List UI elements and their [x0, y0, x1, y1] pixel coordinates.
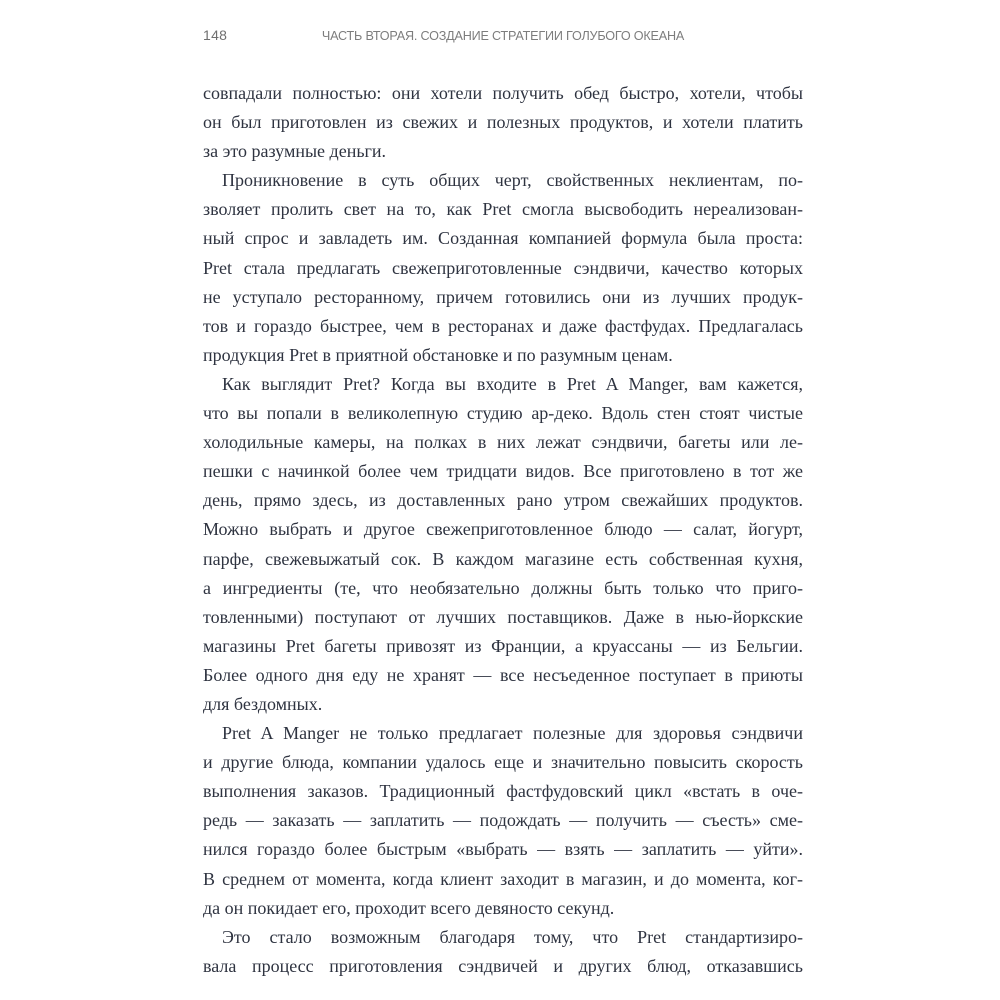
text-line: товленными) поступают от лучших поставщиков. Даже в нью-йоркские — [203, 606, 803, 627]
text-line: пешки с начинкой более чем тридцати видов. Все приготовлено в тот же — [203, 461, 803, 482]
text-line: В среднем от момента, когда клиент заходит в магазин, и до момента, ког- — [203, 868, 803, 889]
text-line: ный спрос и завладеть им. Созданная компанией формула была проста: — [203, 228, 803, 249]
paragraph — [203, 166, 803, 370]
text-line: для бездомных. — [203, 693, 323, 714]
text-line: он был приготовлен из свежих и полезных продуктов, и хотели платить — [203, 112, 803, 133]
text-line: нился гораздо более быстрым «выбрать — взять — заплатить — уйти». — [203, 839, 803, 860]
text-line: не уступало ресторанному, причем готовились они из лучших продук- — [203, 286, 803, 307]
text-line: Это стало возможным благодаря тому, что Pret стандартизиро- — [222, 926, 803, 947]
text-line: редь — заказать — заплатить — подождать — получить — съесть» сме- — [203, 810, 803, 831]
text-line: тов и гораздо быстрее, чем в ресторанах и даже фастфудах. Предлагалась — [203, 315, 803, 336]
page-number: 148 — [203, 27, 228, 43]
text-line: Pret A Manger не только предлагает полезные для здоровья сэндвичи — [222, 723, 803, 744]
text-line: холодильные камеры, на полках в них лежат сэндвичи, багеты или ле- — [203, 432, 803, 453]
paragraph — [203, 923, 803, 981]
text-line: зволяет пролить свет на то, как Pret смогла высвободить нереализован- — [203, 199, 803, 220]
paragraph — [203, 719, 803, 923]
text-line: выполнения заказов. Традиционный фастфудовский цикл «встать в оче- — [203, 781, 803, 802]
text-line: что вы попали в великолепную студию ар-деко. Вдоль стен стоят чистые — [203, 403, 803, 424]
text-line: Можно выбрать и другое свежеприготовленное блюдо — салат, йогурт, — [203, 519, 803, 540]
paragraph — [203, 79, 803, 166]
text-line: Pret стала предлагать свежеприготовленные сэндвичи, качество которых — [203, 257, 803, 278]
running-head: ЧАСТЬ ВТОРАЯ. СОЗДАНИЕ СТРАТЕГИИ ГОЛУБОГО ОКЕАНА — [321, 28, 685, 43]
text-line: да он покидает его, проходит всего девяносто секунд. — [203, 897, 615, 918]
text-line: совпадали полностью: они хотели получить обед быстро, хотели, чтобы — [203, 83, 803, 103]
text-line: день, прямо здесь, из доставленных рано утром свежайших продуктов. — [203, 490, 803, 511]
text-line: парфе, свежевыжатый сок. В каждом магазине есть собственная кухня, — [203, 548, 803, 569]
text-line: а ингредиенты (те, что необязательно должны быть только что приго- — [203, 577, 803, 598]
text-line: магазины Pret багеты привозят из Франции, а круассаны — из Бельгии. — [203, 635, 803, 656]
paragraph — [203, 370, 803, 719]
text-line: Более одного дня еду не хранят — все несъеденное поступает в приюты — [203, 664, 803, 685]
text-block — [203, 79, 803, 981]
text-line: продукция Pret в приятной обстановке и по разумным ценам. — [203, 344, 673, 365]
page-header — [203, 27, 803, 45]
text-line: вала процесс приготовления сэндвичей и других блюд, отказавшись — [203, 955, 803, 976]
text-line: за это разумные деньги. — [203, 141, 387, 162]
text-line: Проникновение в суть общих черт, свойственных неклиентам, по- — [222, 170, 803, 191]
text-line: Как выглядит Pret? Когда вы входите в Pret A Manger, вам кажется, — [222, 373, 803, 394]
text-line: и другие блюда, компании удалось еще и значительно повысить скорость — [203, 752, 803, 773]
